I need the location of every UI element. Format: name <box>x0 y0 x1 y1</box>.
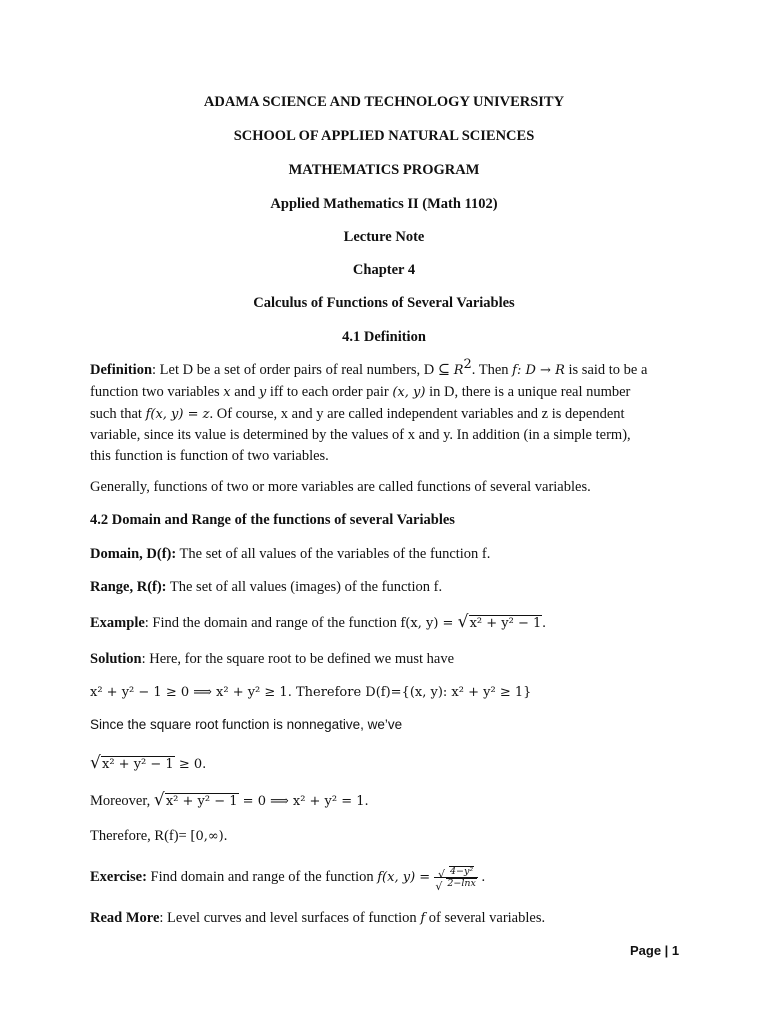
university-title: ADAMA SCIENCE AND TECHNOLOGY UNIVERSITY <box>203 94 565 110</box>
range-result: Therefore, R(f)= [0,∞). <box>90 828 228 844</box>
page-number: Page | 1 <box>630 943 680 958</box>
doc-type: Lecture Note <box>343 229 425 245</box>
domain-definition: Domain, D(f): The set of all values of the variables of the function f. <box>90 546 491 562</box>
since-statement: Since the square root function is nonnegative, we’ve <box>90 717 403 732</box>
domain-derivation: x² + y² − 1 ≥ 0 ⟹ x² + y² ≥ 1. Therefore D(f)={(x, y): x² + y² ≥ 1} <box>90 685 532 700</box>
nonnegative-inequality: √ x² + y² − 1 ≥ 0. <box>90 753 207 773</box>
section-heading: 4.1 Definition <box>342 329 426 345</box>
moreover-statement: Moreover, √ x² + y² − 1 = 0 ⟹ x² + y² = 1. <box>90 790 369 810</box>
exercise-statement: Exercise: Find domain and range of the function f(x, y) = √ 4−y² √ 2−lnx . <box>90 866 486 893</box>
range-definition: Range, R(f): The set of all values (images) of the function f. <box>90 579 443 595</box>
definition-paragraph: Definition: Let D be a set of order pairs of real numbers, D ⊆ $R^2$. Then f: D → R is said to be a function two variables x and y iff to each order pair (x, y) in D, there is a unique real number such that f(x, y) = z. Of course, x and y are called independent variables and z is dependent variable, since its value is determined by the values of x and y. In addition (in a simple term), this function is function of two variables. <box>90 357 648 465</box>
general-statement: Generally, functions of two or more variables are called functions of several variables. <box>90 479 591 495</box>
solution-statement: Solution: Here, for the square root to be defined we must have <box>90 651 455 667</box>
read-more-statement: Read More: Level curves and level surfaces of function f of several variables. <box>90 910 546 926</box>
example-statement: Example: Find the domain and range of the function f(x, y) = √ x² + y² − 1. <box>90 612 546 632</box>
chapter-number: Chapter 4 <box>352 262 416 278</box>
section-2-heading: 4.2 Domain and Range of the functions of several Variables <box>90 512 455 528</box>
course-title: Applied Mathematics II (Math 1102) <box>270 196 498 212</box>
school-title: SCHOOL OF APPLIED NATURAL SCIENCES <box>233 128 535 144</box>
chapter-title: Calculus of Functions of Several Variables <box>253 295 515 311</box>
program-title: MATHEMATICS PROGRAM <box>288 162 480 178</box>
exercise-fraction: √ 4−y² √ 2−lnx <box>435 866 476 893</box>
definition-label: Definition <box>90 362 153 378</box>
